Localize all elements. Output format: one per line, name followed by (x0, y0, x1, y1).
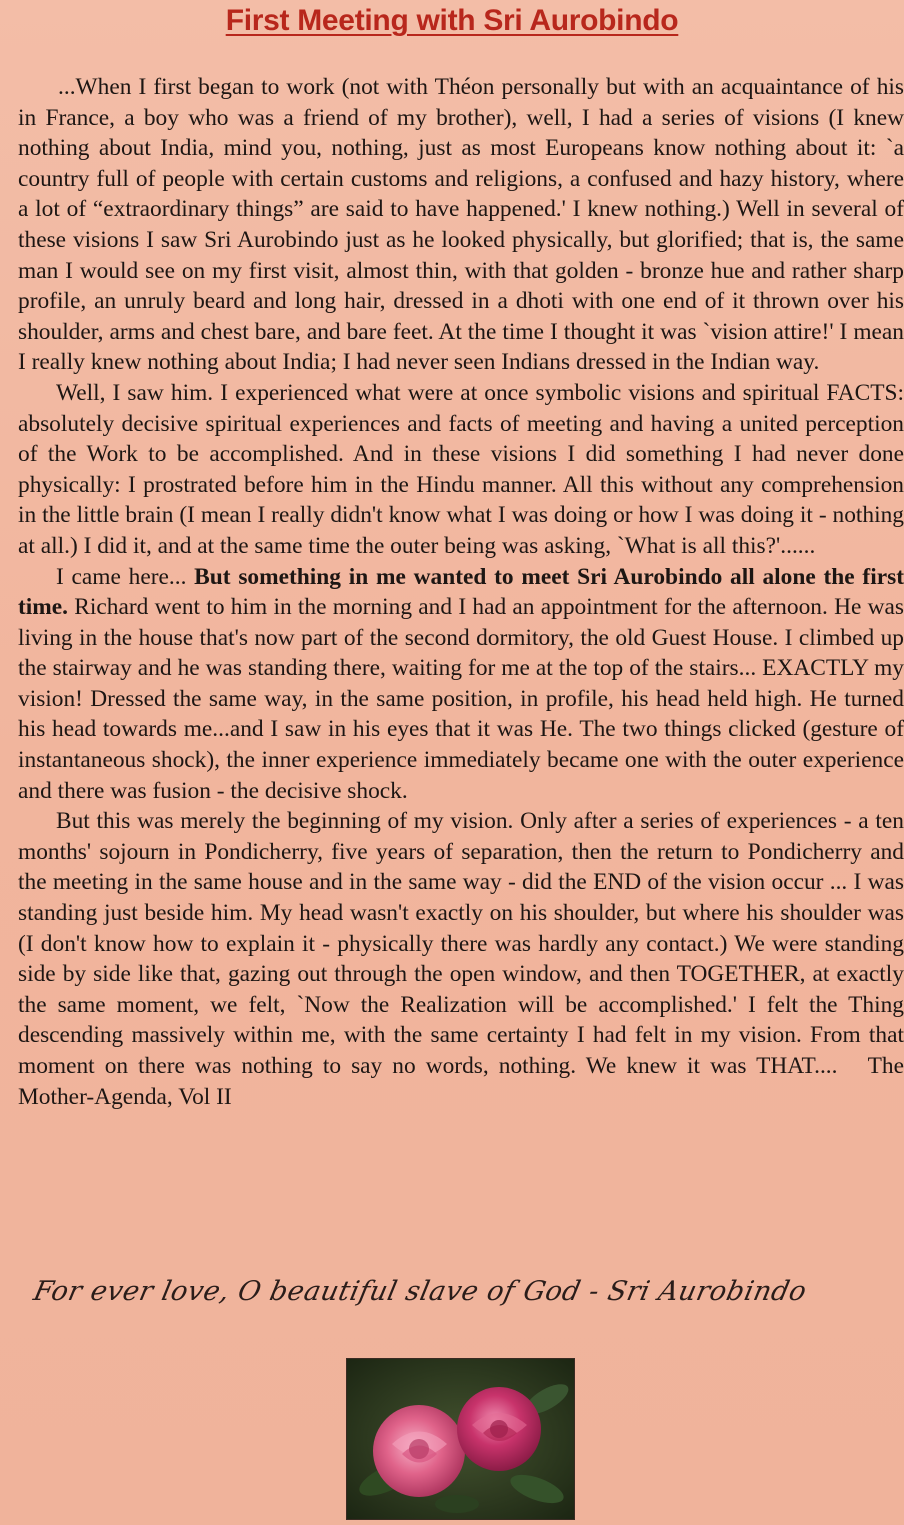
roses-icon (347, 1359, 574, 1519)
source-citation: The Mother-Agenda, Vol II (18, 1053, 904, 1110)
handwritten-signature (30, 1276, 884, 1336)
signature-text: For ever love, O beautiful slave of God - Sri Aurobindo (30, 1276, 810, 1307)
paragraph-2: Well, I saw him. I experienced what were at once symbolic visions and spiritual FACTS: absolutely decisive spiritual experiences and facts of meeting and having a united perception of the Work to be accomplished. And in these visions I did something I had never done physically: I prostrated before him in the Hindu manner. All this without any comprehension in the little brain (I mean I really didn't know what I was doing or how I was doing it - nothing at all.) I did it, and at the same time the outer being was asking, `What is all this?'...... (18, 379, 904, 559)
paragraph-3-start: I came here... (56, 563, 195, 590)
paragraph-3 (18, 562, 904, 807)
roses-photo (347, 1359, 574, 1519)
paragraph-4-text: But this was merely the beginning of my vision. Only after a series of experiences - a ten months' sojourn in Pondicherry, five years of separation, then the return to Pondicherry and the meeting in the same house and in the same way - did the END of the vision occur ... I was standing just beside him. My head wasn't exactly on his shoulder, but where his shoulder was (I don't know how to explain it - physically there was hardly any contact.) We were standing side by side like that, gazing out through the open window, and then TOGETHER, at exactly the same moment, we felt, `Now the Realization will be accomplished.' I felt the Thing descending massively within me, with the same certainty I had felt in my vision. From that moment on there was nothing to say no words, nothing. We knew it was THAT.... (18, 808, 904, 1079)
paragraph-3-end: Richard went to him in the morning and I had an appointment for the afternoon. He was living in the house that's now part of the second dormitory, the old Guest House. I climbed up the stairway and he was standing there, waiting for me at the top of the stairs... EXACTLY my vision! Dressed the same way, in the same position, in profile, his head held high. He turned his head towards me...and I saw in his eyes that it was He. The two things clicked (gesture of instantaneous shock), the inner experience immediately became one with the outer experience and there was fusion - the decisive shock. (18, 594, 904, 804)
paragraph-3-bold: But something in me wanted to meet Sri Aurobindo all alone the first time. (18, 563, 904, 621)
page-title: First Meeting with Sri Aurobindo (225, 4, 679, 37)
paragraph-4 (18, 806, 904, 1112)
article-body (18, 72, 904, 1112)
paragraph-1: ...When I first began to work (not with Théon personally but with an acquaintance of his in France, a boy who was a friend of my brother), well, I had a series of visions (I knew nothing about India, mind you, nothing, just as most Europeans know nothing about it: `a country full of people with certain customs and religions, a confused and hazy history, where a lot of “extraordinary things” are said to have happened.' I knew nothing.) Well in several of these visions I saw Sri Aurobindo just as he looked physically, but glorified; that is, the same man I would see on my first visit, almost thin, with that golden - bronze hue and rather sharp profile, an unruly beard and long hair, dressed in a dhoti with one end of it thrown over his shoulder, arms and chest bare, and bare feet. At the time I thought it was `vision attire!' I mean I really knew nothing about India; I had never seen Indians dressed in the Indian way. (18, 74, 904, 376)
